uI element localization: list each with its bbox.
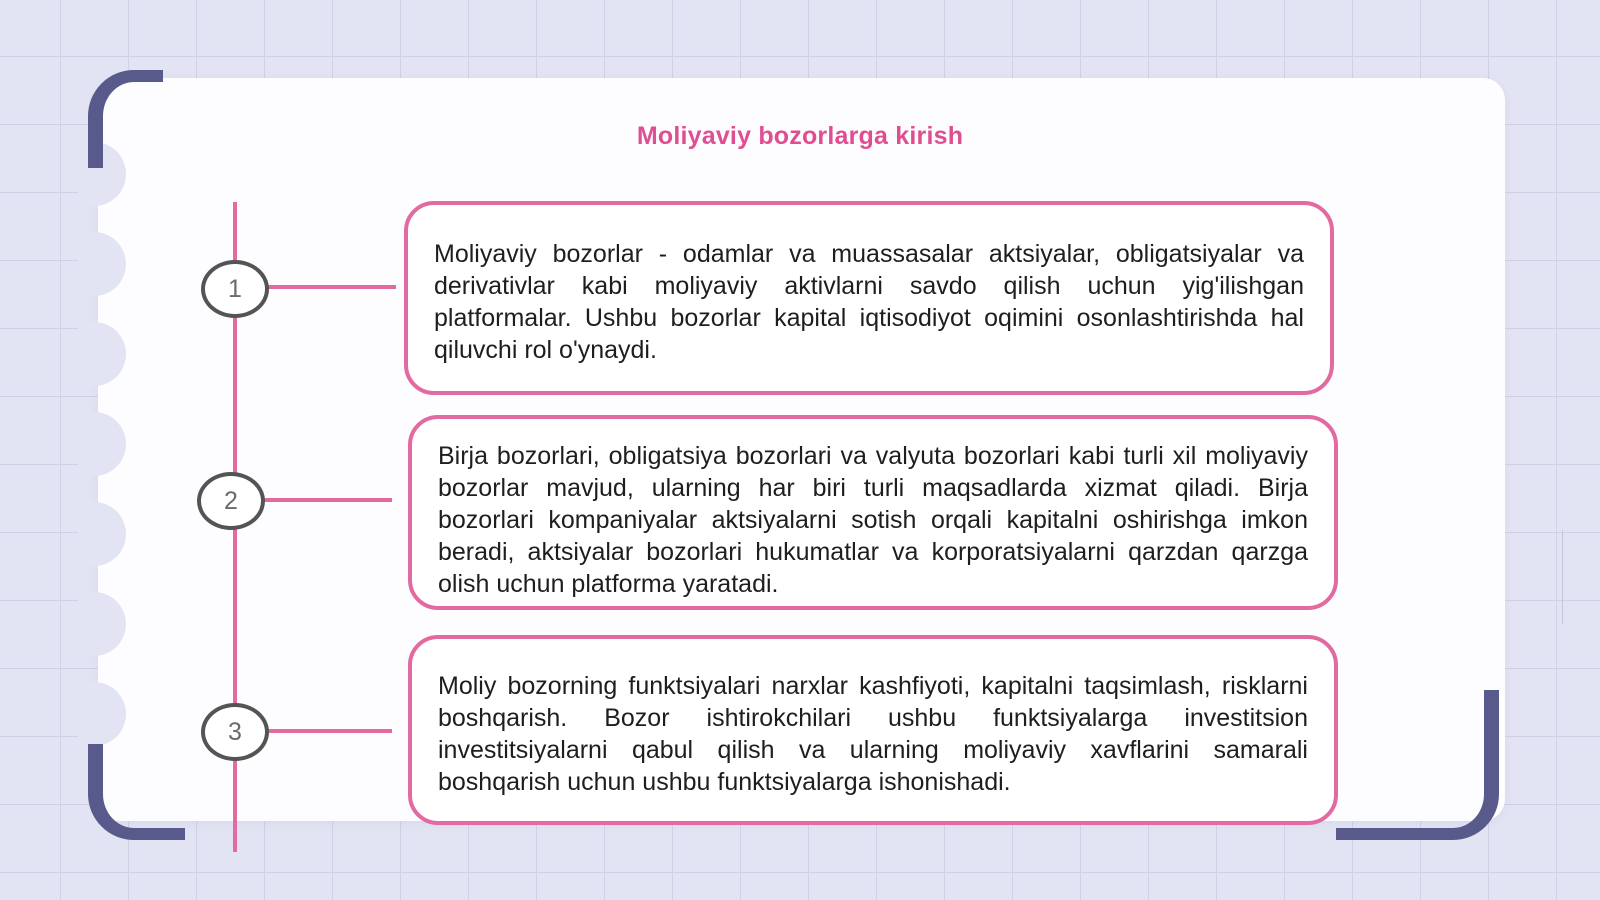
text-box-3 [408, 635, 1338, 825]
corner-bracket-bottom-right [1336, 690, 1499, 840]
text-box-2-content: Birja bozorlari, obligatsiya bozorlari va valyuta bozorlari kabi turli xil moliyaviy bozorlar mavjud, ularning har biri turli maqsadlarda xizmat qiladi. Birja bozorlari kompaniyalar aktsiyalarni sotish orqali kapitalni oshirishga imkon beradi, aktsiyalar bozorlari hukumatlar va korporatsiyalarni qarzdan qarzga olish uchun platforma yaratadi. [438, 442, 1308, 598]
decorative-tick [1562, 530, 1563, 624]
timeline-connector-2 [264, 498, 392, 502]
step-number-1: 1 [201, 260, 269, 318]
step-number-3: 3 [201, 703, 269, 761]
text-box-2 [408, 415, 1338, 610]
step-number-2: 2 [197, 472, 265, 530]
timeline-connector-1 [268, 285, 396, 289]
text-box-1-content: Moliyaviy bozorlar - odamlar va muassasalar aktsiyalar, obligatsiyalar va derivativlar kabi moliyaviy aktivlarni savdo qilish uchun yig'ilishgan platformalar. Ushbu bozorlar kapital iqtisodiyot oqimini osonlashtirishda hal qiluvchi rol o'ynaydi. [434, 240, 1304, 364]
slide-title: Moliyaviy bozorlarga kirish [636, 122, 964, 150]
corner-bracket-top-left [88, 70, 163, 168]
corner-bracket-bottom-left [88, 744, 185, 840]
timeline-connector-3 [268, 729, 392, 733]
text-box-3-content: Moliy bozorning funktsiyalari narxlar kashfiyoti, kapitalni taqsimlash, risklarni boshqarish. Bozor ishtirokchilari ushbu funktsiyalarga investitsion investitsiyalarni qabul qilish va ularning moliyaviy xavflarini samarali boshqarish uchun ushbu funktsiyalarga ishonishadi. [438, 672, 1308, 796]
text-box-1 [404, 201, 1334, 395]
